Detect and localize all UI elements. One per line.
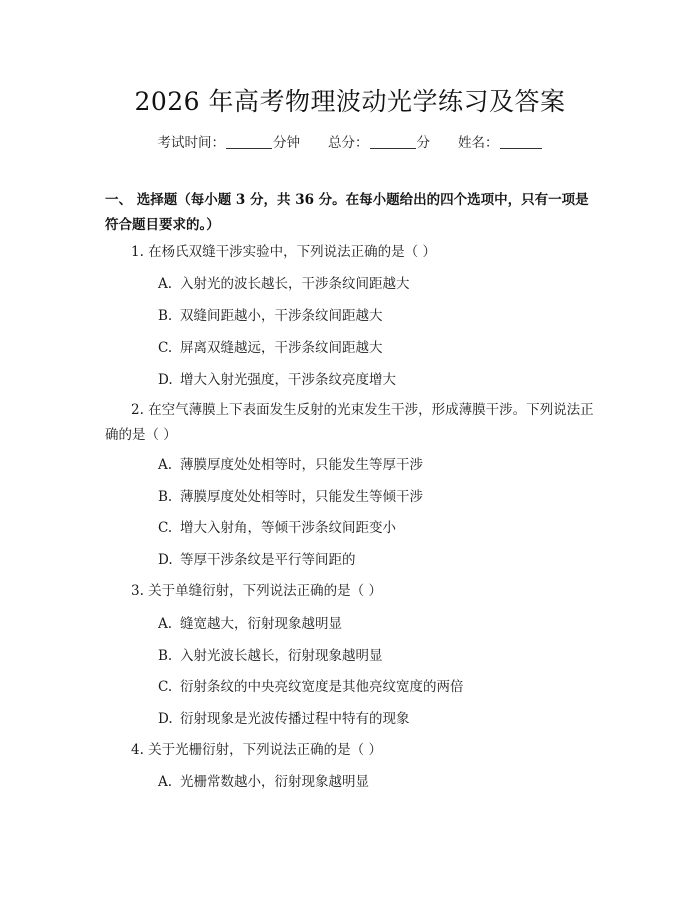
page-title: 2026 年高考物理波动光学练习及答案: [134, 87, 566, 116]
exam-time-field: [158, 131, 301, 151]
option-text: 缝宽越大，衍射现象越明显: [180, 616, 342, 632]
question-2-option-d: [158, 550, 356, 570]
question-3-option-d: [158, 709, 410, 729]
option-text: 光栅常数越小，衍射现象越明显: [180, 774, 369, 790]
option-text: 等厚干涉条纹是平行等间距的: [180, 552, 356, 568]
question-3-stem: 3. 关于单缝衍射，下列说法正确的是（ ）: [131, 583, 382, 599]
option-letter: D.: [158, 372, 173, 388]
exam-time-blank: [226, 134, 272, 149]
option-letter: B.: [158, 489, 173, 505]
option-text: 增大入射角，等倾干涉条纹间距变小: [180, 520, 396, 536]
question-1-option-b: [158, 306, 383, 326]
question-4-stem: 4. 关于光栅衍射，下列说法正确的是（ ）: [131, 742, 382, 758]
option-text: 入射光的波长越长，干涉条纹间距越大: [180, 276, 410, 292]
option-text: 薄膜厚度处处相等时，只能发生等倾干涉: [180, 489, 423, 505]
question-2-option-a: [158, 455, 423, 475]
total-score-unit: 分: [416, 135, 430, 151]
exam-meta: [0, 131, 700, 151]
question-3-option-a: [158, 614, 342, 634]
option-letter: D.: [158, 552, 173, 568]
question-2-stem: 2. 在空气薄膜上下表面发生反射的光束发生干涉，形成薄膜干涉。下列说法正确的是（ ）: [105, 402, 594, 443]
exam-time-unit: 分钟: [273, 135, 300, 151]
total-score-label: 总分：: [328, 135, 369, 151]
option-text: 双缝间距越小，干涉条纹间距越大: [180, 308, 383, 324]
option-letter: A.: [158, 616, 173, 632]
option-letter: B.: [158, 308, 173, 324]
exam-time-label: 考试时间：: [157, 135, 225, 151]
student-name-blank: [500, 134, 542, 149]
student-name-field: [458, 131, 543, 151]
question-1-option-d: [158, 370, 396, 390]
total-score-field: [328, 131, 430, 151]
question-3-option-b: [158, 646, 383, 666]
option-letter: B.: [158, 648, 173, 664]
question-4-option-a: [158, 772, 369, 792]
question-1-option-c: [158, 338, 383, 358]
question-2-option-c: [158, 518, 396, 538]
total-score-blank: [370, 134, 416, 149]
option-letter: A.: [158, 276, 173, 292]
option-letter: C.: [158, 520, 173, 536]
option-letter: A.: [158, 457, 173, 473]
question-3-option-c: [158, 677, 464, 697]
option-text: 增大入射光强度，干涉条纹亮度增大: [180, 372, 396, 388]
option-text: 薄膜厚度处处相等时，只能发生等厚干涉: [180, 457, 423, 473]
option-text: 衍射现象是光波传播过程中特有的现象: [180, 711, 410, 727]
question-2-option-b: [158, 487, 423, 507]
student-name-label: 姓名：: [458, 135, 499, 151]
option-letter: C.: [158, 340, 173, 356]
option-text: 屏离双缝越远，干涉条纹间距越大: [180, 340, 383, 356]
option-letter: A.: [158, 774, 173, 790]
option-text: 衍射条纹的中央亮纹宽度是其他亮纹宽度的两倍: [180, 679, 464, 695]
question-1-stem: 1. 在杨氏双缝干涉实验中，下列说法正确的是（ ）: [131, 244, 436, 260]
question-1-option-a: [158, 274, 410, 294]
option-text: 入射光波长越长，衍射现象越明显: [180, 648, 383, 664]
option-letter: D.: [158, 711, 173, 727]
option-letter: C.: [158, 679, 173, 695]
section-heading: 一、 选择题（每小题 3 分，共 36 分。在每小题给出的四个选项中，只有一项是符合题目要求的。）: [105, 192, 589, 233]
